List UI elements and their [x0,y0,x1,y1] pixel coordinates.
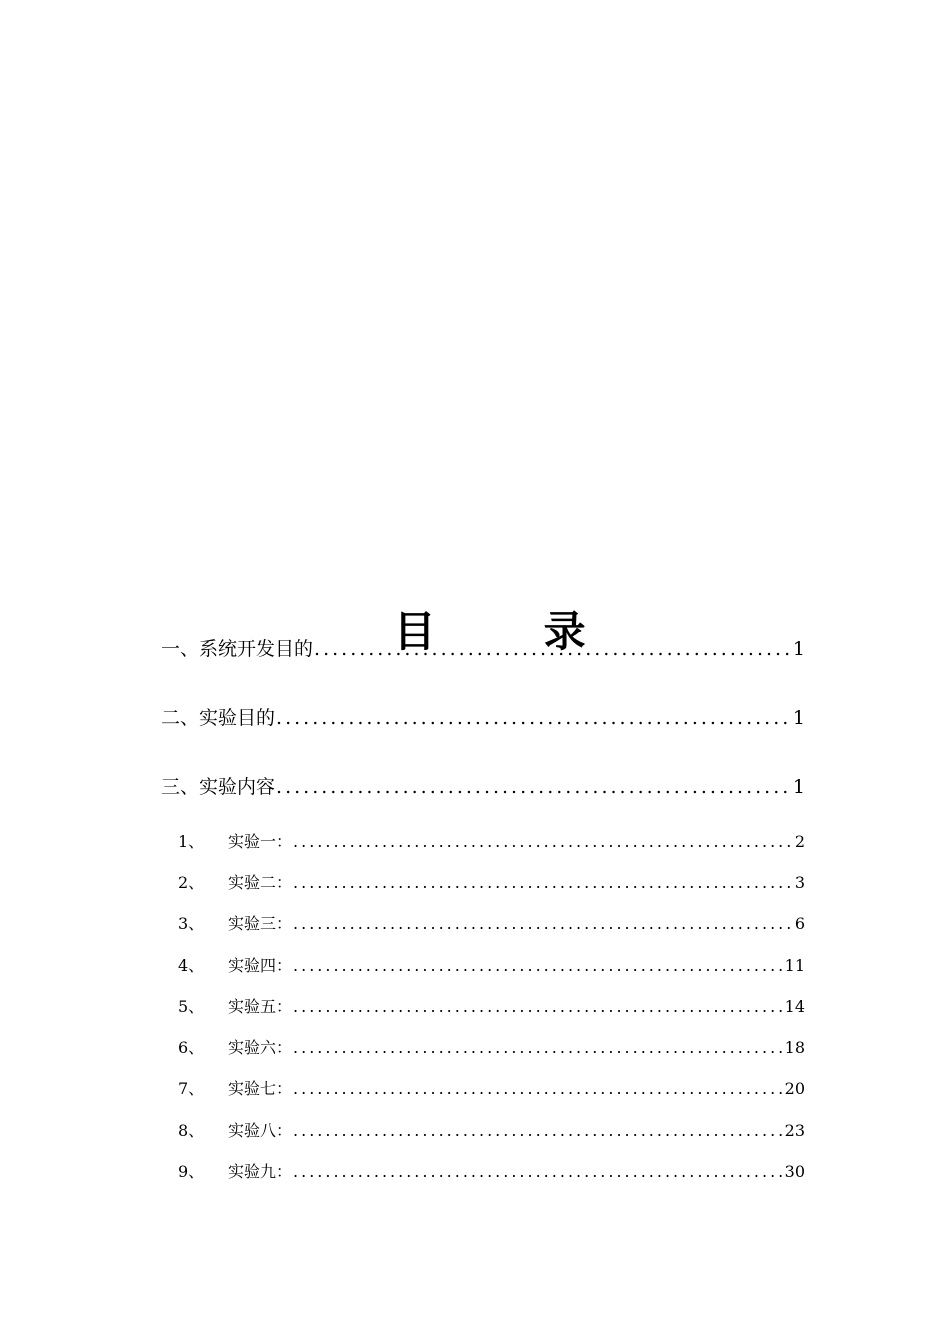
toc-entry-label: 实验二： [228,873,293,892]
toc-entry-number: 4、 [178,956,205,975]
dot-leader [293,831,793,853]
toc-entry-number: 5、 [178,997,205,1016]
dot-leader [293,872,793,894]
toc-entry-number: 一、 [161,638,200,660]
toc-entry-label: 实验目的 [199,707,276,729]
toc-entry-experiment-8[interactable] [178,1120,805,1142]
toc-entry-number: 6、 [178,1038,205,1057]
toc-entry-page: 18 [784,1038,805,1057]
toc-entry-number: 3、 [178,914,205,933]
dot-leader [314,636,791,662]
toc-entry-experiment-4[interactable] [178,955,805,977]
dot-leader [293,955,783,977]
toc-entry-number: 2、 [178,873,205,892]
dot-leader [293,1037,783,1059]
toc-entry-number: 1、 [178,832,205,851]
toc-entry-label: 系统开发目的 [199,638,314,660]
toc-title-left: 目 [393,607,436,656]
toc-entry-number: 7、 [178,1079,205,1098]
toc-entry-label: 实验九： [228,1162,293,1181]
toc-entry-label: 实验四： [228,956,293,975]
toc-entry-page: 1 [792,776,805,798]
toc-entry-section-3[interactable] [161,774,805,800]
dot-leader [293,1120,783,1142]
toc-entry-label: 实验五： [228,997,293,1016]
dot-leader [293,1078,783,1100]
dot-leader [293,996,783,1018]
toc-title-right: 录 [543,607,586,656]
toc-entry-experiment-3[interactable] [178,913,805,935]
toc-entry-section-1[interactable] [161,636,805,662]
toc-entry-page: 20 [784,1079,805,1098]
toc-entry-label: 实验一： [228,832,293,851]
toc-entry-page: 1 [792,638,805,660]
toc-entry-number: 三、 [161,776,200,798]
toc-entry-page: 1 [792,707,805,729]
toc-entry-number: 9、 [178,1162,205,1181]
toc-entry-experiment-7[interactable] [178,1078,805,1100]
toc-entry-page: 3 [794,873,805,892]
toc-entry-number: 二、 [161,707,200,729]
toc-entry-experiment-2[interactable] [178,872,805,894]
dot-leader [276,774,791,800]
toc-entry-page: 14 [784,997,805,1016]
toc-entry-label: 实验八： [228,1121,293,1140]
toc-entry-page: 2 [794,832,805,851]
dot-leader [276,705,791,731]
toc-entry-section-2[interactable] [161,705,805,731]
toc-entry-experiment-6[interactable] [178,1037,805,1059]
toc-entry-page: 23 [784,1121,805,1140]
dot-leader [293,1161,783,1183]
toc-entry-label: 实验内容 [199,776,276,798]
toc-entry-page: 6 [794,914,805,933]
dot-leader [293,913,793,935]
toc-entry-page: 11 [784,956,805,975]
toc-entry-label: 实验六： [228,1038,293,1057]
toc-entry-experiment-9[interactable] [178,1161,805,1183]
toc-entry-experiment-5[interactable] [178,996,805,1018]
toc-entry-label: 实验三： [228,914,293,933]
toc-entry-experiment-1[interactable] [178,831,805,853]
toc-entry-label: 实验七： [228,1079,293,1098]
toc-entry-number: 8、 [178,1121,205,1140]
toc-entry-page: 30 [784,1162,805,1181]
